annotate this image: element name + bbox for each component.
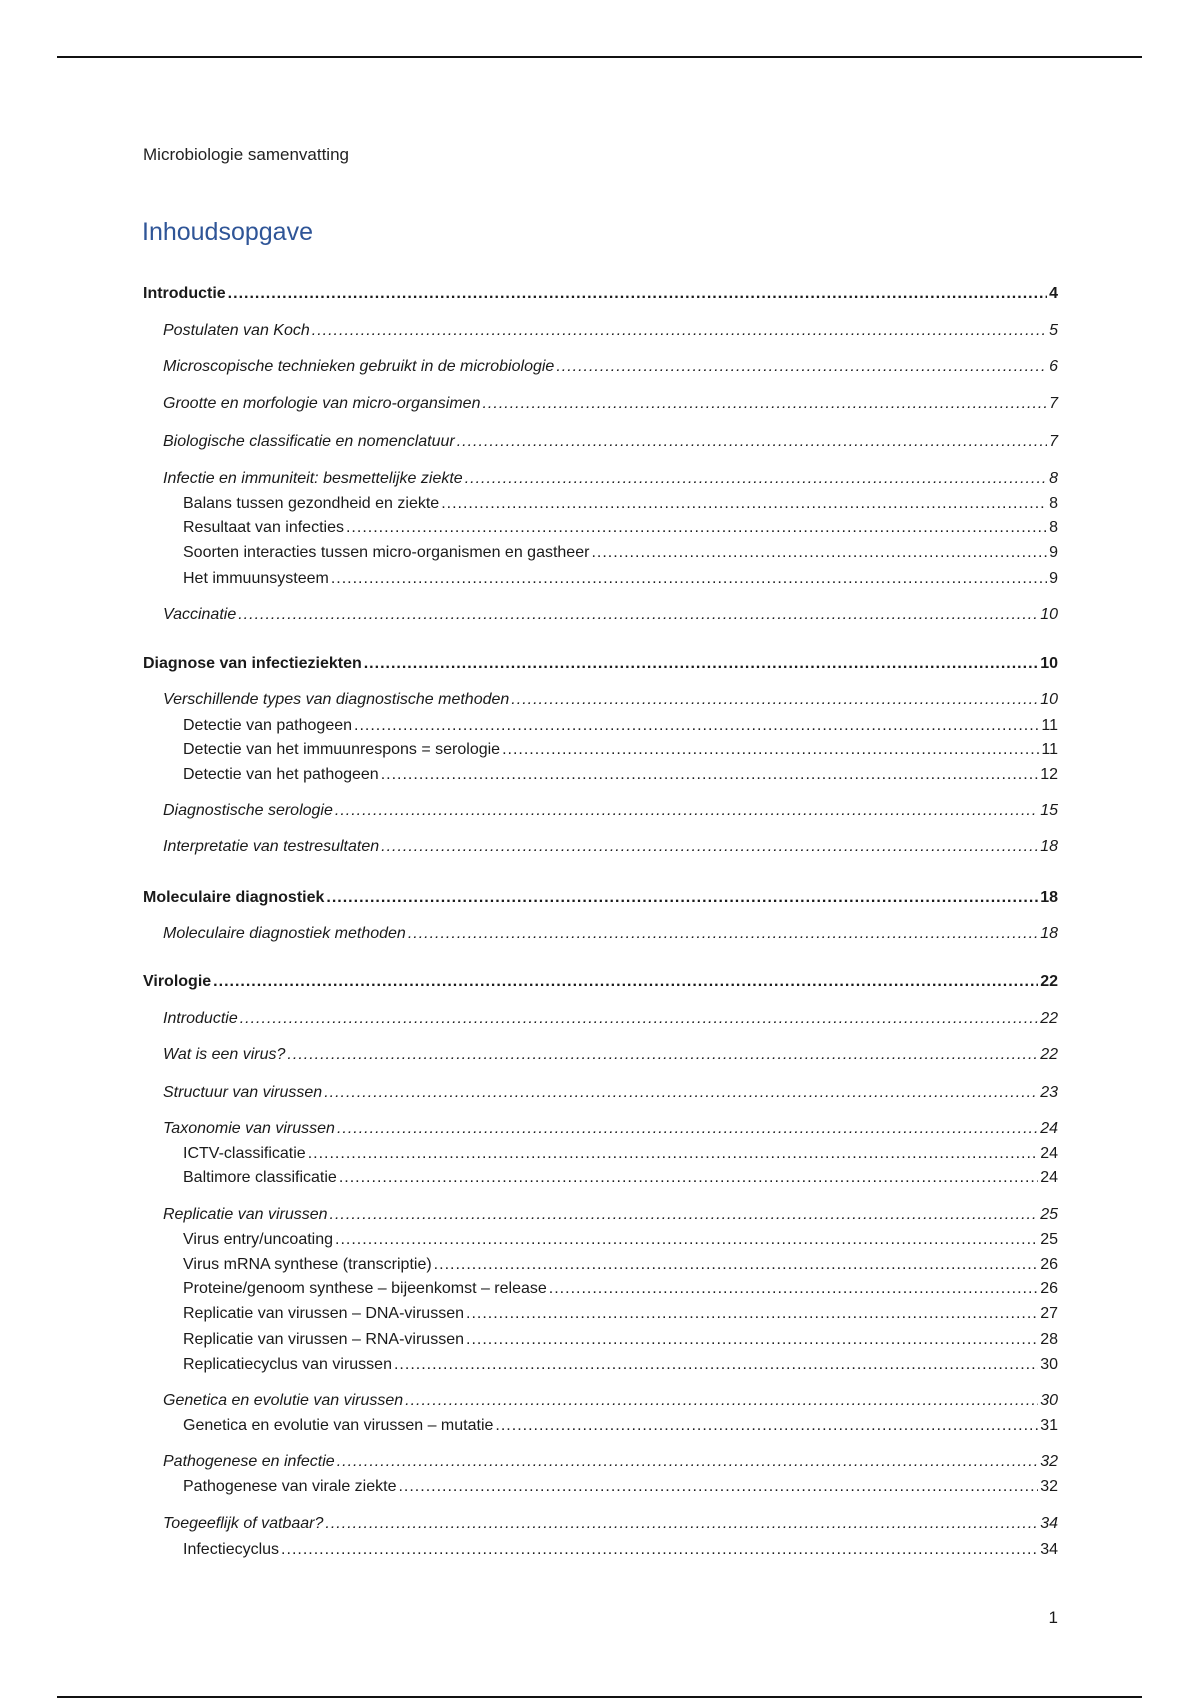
toc-entry[interactable] [183,1416,1058,1436]
toc-entry-title: Vaccinatie [163,606,237,623]
toc-entry-page: 8 [1049,470,1058,487]
toc-entry[interactable] [143,284,1058,304]
toc-entry[interactable] [183,569,1058,589]
top-rule [57,56,1142,58]
toc-entry-page: 8 [1049,519,1058,536]
toc-entry-title: Infectiecyclus [183,1541,280,1558]
toc-entry-title: Postulaten van Koch [163,322,310,339]
toc-entry-title: Diagnose van infectieziekten [143,655,362,672]
toc-entry-title: Moleculaire diagnostiek methoden [163,925,406,942]
toc-entry-title: Resultaat van infecties [183,519,344,536]
toc-leader-dots [346,518,1047,538]
toc-entry-page: 5 [1049,322,1058,339]
toc-entry[interactable] [163,1083,1058,1103]
toc-entry[interactable] [183,518,1058,538]
toc-entry-title: Grootte en morfologie van micro-organsimen [163,395,481,412]
toc-leader-dots [281,1540,1038,1560]
toc-entry-page: 34 [1040,1541,1058,1558]
toc-entry-page: 7 [1049,433,1058,450]
toc-entry[interactable] [163,1045,1058,1065]
toc-leader-dots [398,1477,1038,1497]
toc-entry[interactable] [163,605,1058,625]
toc-entry[interactable] [183,765,1058,785]
toc-leader-dots [326,888,1038,908]
toc-leader-dots [381,837,1038,857]
toc-entry-title: Balans tussen gezondheid en ziekte [183,495,440,512]
bottom-rule [57,1696,1142,1698]
toc-leader-dots [308,1144,1039,1164]
toc-leader-dots [466,1304,1038,1324]
toc-entry[interactable] [183,716,1058,736]
toc-leader-dots [339,1168,1038,1188]
toc-leader-dots [238,605,1038,625]
toc-entry-page: 34 [1040,1515,1058,1532]
toc-entry-title: Toegeeflijk of vatbaar? [163,1515,324,1532]
toc-entry-page: 26 [1040,1280,1058,1297]
toc-entry-page: 4 [1049,285,1058,302]
toc-entry[interactable] [163,394,1058,414]
toc-entry[interactable] [183,1540,1058,1560]
toc-entry-page: 30 [1040,1356,1058,1373]
toc-entry[interactable] [163,837,1058,857]
toc-leader-dots [337,1119,1038,1139]
toc-entry-page: 23 [1040,1084,1058,1101]
toc-leader-dots [213,972,1038,992]
toc-entry[interactable] [163,1119,1058,1139]
toc-entry[interactable] [143,654,1058,674]
toc-entry-page: 11 [1041,717,1058,734]
toc-leader-dots [495,1416,1038,1436]
toc-entry-page: 26 [1040,1256,1058,1273]
toc-entry[interactable] [163,1514,1058,1534]
toc-entry[interactable] [163,321,1058,341]
toc-entry-title: Diagnostische serologie [163,802,333,819]
toc-entry-title: ICTV-classificatie [183,1145,306,1162]
toc-leader-dots [457,432,1047,452]
toc-leader-dots [354,716,1039,736]
toc-entry[interactable] [183,494,1058,514]
toc-leader-dots [364,654,1038,674]
toc-entry-title: Microscopische technieken gebruikt in de microbiologie [163,358,555,375]
toc-entry-page: 24 [1040,1169,1058,1186]
toc-entry-page: 31 [1040,1417,1058,1434]
toc-entry-title: Het immuunsysteem [183,570,329,587]
toc-entry-page: 8 [1049,495,1058,512]
toc-entry-title: Replicatie van virussen – RNA-virussen [183,1331,464,1348]
toc-entry[interactable] [183,1230,1058,1250]
toc-leader-dots [556,357,1047,377]
toc-entry-page: 22 [1040,1010,1058,1027]
document-header: Microbiologie samenvatting [143,145,349,164]
toc-leader-dots [324,1083,1038,1103]
toc-entry[interactable] [183,1144,1058,1164]
toc-leader-dots [228,284,1047,304]
toc-entry[interactable] [163,690,1058,710]
toc-entry[interactable] [163,469,1058,489]
toc-entry-page: 22 [1040,973,1058,990]
toc-title: Inhoudsopgave [142,218,313,246]
toc-entry[interactable] [163,357,1058,377]
toc-entry-title: Virus mRNA synthese (transcriptie) [183,1256,432,1273]
toc-entry-page: 25 [1040,1231,1058,1248]
toc-entry[interactable] [163,1452,1058,1472]
toc-entry[interactable] [163,924,1058,944]
toc-leader-dots [287,1045,1038,1065]
toc-leader-dots [466,1330,1038,1350]
toc-entry-title: Wat is een virus? [163,1046,286,1063]
toc-entry[interactable] [183,543,1058,563]
toc-leader-dots [465,469,1047,489]
toc-leader-dots [502,740,1039,760]
toc-entry-page: 18 [1040,925,1058,942]
toc-entry[interactable] [163,1009,1058,1029]
toc-entry-title: Soorten interacties tussen micro-organismen en gastheer [183,544,590,561]
toc-leader-dots [335,801,1038,821]
toc-leader-dots [325,1514,1038,1534]
toc-entry-title: Baltimore classificatie [183,1169,337,1186]
toc-entry-title: Pathogenese en infectie [163,1453,335,1470]
toc-entry-title: Taxonomie van virussen [163,1120,335,1137]
toc-entry-page: 18 [1040,889,1058,906]
toc-entry[interactable] [183,1255,1058,1275]
toc-leader-dots [591,543,1047,563]
toc-leader-dots [240,1009,1038,1029]
toc-leader-dots [337,1452,1039,1472]
toc-leader-dots [441,494,1047,514]
toc-entry-page: 10 [1040,691,1058,708]
toc-entry-title: Genetica en evolutie van virussen – mutatie [183,1417,494,1434]
toc-entry[interactable] [183,1477,1058,1497]
toc-leader-dots [335,1230,1038,1250]
toc-entry-title: Introductie [143,285,226,302]
toc-entry-title: Introductie [163,1010,238,1027]
toc-entry-title: Genetica en evolutie van virussen [163,1392,404,1409]
toc-entry-page: 12 [1040,766,1058,783]
toc-entry-page: 18 [1040,838,1058,855]
toc-entry[interactable] [183,1330,1058,1350]
page-number: 1 [1048,1608,1058,1627]
toc-leader-dots [482,394,1047,414]
toc-entry-title: Moleculaire diagnostiek [143,889,325,906]
toc-entry-page: 11 [1041,741,1058,758]
toc-leader-dots [549,1279,1038,1299]
toc-leader-dots [434,1255,1039,1275]
toc-entry-page: 25 [1040,1206,1058,1223]
toc-entry-title: Detectie van het pathogeen [183,766,379,783]
toc-entry-title: Virologie [143,973,212,990]
toc-entry[interactable] [143,972,1058,992]
toc-entry-title: Infectie en immuniteit: besmettelijke ziekte [163,470,463,487]
toc-entry-page: 30 [1040,1392,1058,1409]
toc-leader-dots [312,321,1047,341]
toc-entry-title: Pathogenese van virale ziekte [183,1478,397,1495]
toc-entry-title: Interpretatie van testresultaten [163,838,380,855]
toc-entry-title: Proteine/genoom synthese – bijeenkomst – release [183,1280,547,1297]
toc-leader-dots [330,1205,1039,1225]
toc-leader-dots [331,569,1047,589]
toc-entry-page: 9 [1049,544,1058,561]
toc-entry-page: 32 [1040,1478,1058,1495]
toc-entry-page: 27 [1040,1305,1058,1322]
toc-entry-title: Replicatie van virussen [163,1206,328,1223]
toc-entry[interactable] [163,1205,1058,1225]
toc-entry[interactable] [163,1391,1058,1411]
toc-entry-title: Verschillende types van diagnostische methoden [163,691,510,708]
toc-entry-page: 22 [1040,1046,1058,1063]
toc-entry-page: 28 [1040,1331,1058,1348]
toc-entry[interactable] [143,888,1058,908]
toc-entry-page: 7 [1049,395,1058,412]
toc-entry-page: 24 [1040,1120,1058,1137]
toc-leader-dots [394,1355,1038,1375]
toc-entry-page: 6 [1049,358,1058,375]
toc-entry-title: Structuur van virussen [163,1084,323,1101]
toc-entry-page: 24 [1040,1145,1058,1162]
toc-entry-page: 10 [1040,606,1058,623]
toc-entry-title: Detectie van het immuunrespons = serologie [183,741,501,758]
toc-leader-dots [511,690,1038,710]
toc-entry[interactable] [183,1279,1058,1299]
toc-entry-page: 15 [1040,802,1058,819]
toc-entry[interactable] [183,1304,1058,1324]
toc-entry[interactable] [163,801,1058,821]
toc-entry-title: Detectie van pathogeen [183,717,353,734]
toc-leader-dots [408,924,1038,944]
toc-entry-title: Biologische classificatie en nomenclatuur [163,433,455,450]
toc-entry-title: Replicatie van virussen – DNA-virussen [183,1305,464,1322]
toc-entry-title: Replicatiecyclus van virussen [183,1356,392,1373]
toc-entry-page: 10 [1040,655,1058,672]
toc-leader-dots [381,765,1039,785]
toc-entry[interactable] [183,740,1058,760]
toc-entry-title: Virus entry/uncoating [183,1231,334,1248]
toc-entry[interactable] [183,1168,1058,1188]
toc-entry[interactable] [183,1355,1058,1375]
toc-entry-page: 9 [1049,570,1058,587]
toc-leader-dots [405,1391,1038,1411]
toc-entry[interactable] [163,432,1058,452]
toc-entry-page: 32 [1040,1453,1058,1470]
